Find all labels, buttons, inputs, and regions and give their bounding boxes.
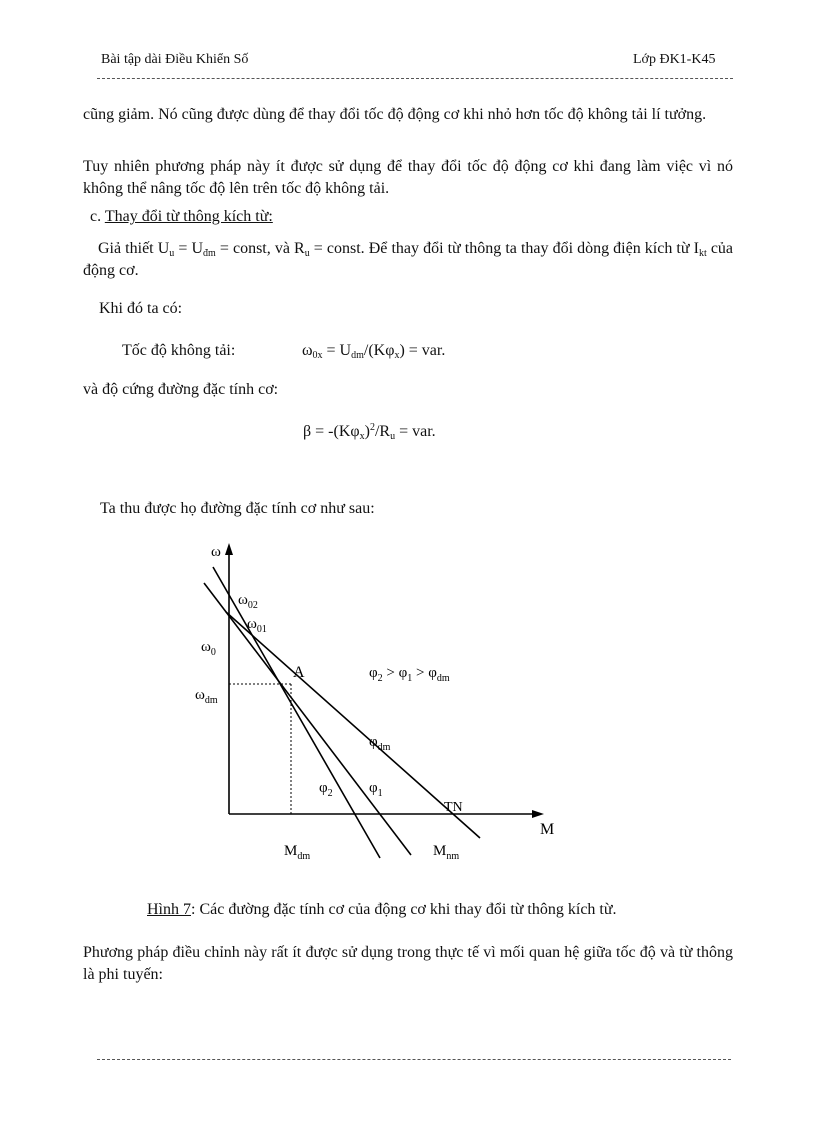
label-tn: TN bbox=[444, 800, 463, 815]
figure-caption bbox=[147, 901, 617, 919]
paragraph-2: Tuy nhiên phương pháp này ít được sử dụng để thay đổi tốc độ động cơ khi đang làm việc vì nó không thể nâng tốc độ lên trên tốc độ không tải. bbox=[83, 158, 733, 197]
header-right: Lớp ĐK1-K45 bbox=[633, 52, 716, 67]
label-phi-dm: $\varphi_{dm}$ bbox=[369, 734, 391, 753]
label-omega0: $\omega_0$ bbox=[201, 639, 216, 658]
formula-stiffness: $\beta = -(K\varphi_x)^2/R_u$ = var. bbox=[303, 422, 436, 442]
paragraph-5: và độ cứng đường đặc tính cơ: bbox=[83, 381, 279, 398]
omega-axis-arrow bbox=[225, 543, 233, 555]
footer-divider bbox=[97, 1059, 731, 1060]
section-prefix: c. bbox=[90, 208, 105, 225]
label-omega-axis: ω bbox=[211, 544, 221, 560]
paragraph-6: Ta thu được họ đường đặc tính cơ như sau: bbox=[100, 500, 375, 517]
label-m-dm: $M_{dm}$ bbox=[284, 843, 311, 862]
label-omega01: $\omega_{01}$ bbox=[247, 616, 267, 635]
m-axis-arrow bbox=[532, 810, 544, 818]
paragraph-4: Khi đó ta có: bbox=[99, 300, 183, 317]
line-phi-dm bbox=[226, 612, 480, 838]
caption-label: Hình 7 bbox=[147, 901, 191, 918]
label-phi1: $\varphi_1$ bbox=[369, 780, 383, 799]
header-left: Bài tập dài Điều Khiển Số bbox=[101, 52, 249, 67]
paragraph-1: cũng giảm. Nó cũng được dùng để thay đổi tốc độ động cơ khi nhỏ hơn tốc độ không tải lí tưởng. bbox=[83, 106, 707, 123]
label-omega-dm: $\omega_{dm}$ bbox=[195, 687, 218, 706]
label-phi2: $\varphi_2$ bbox=[319, 780, 333, 799]
label-m-axis: M bbox=[540, 821, 555, 838]
caption-text: : Các đường đặc tính cơ của động cơ khi thay đổi từ thông kích từ. bbox=[191, 901, 617, 918]
label-m-nm: $M_{nm}$ bbox=[433, 843, 460, 862]
formula-no-load-speed: $\omega_{0x} = U_{dm}/(K\varphi_x)$ = var. bbox=[302, 342, 446, 361]
section-title: Thay đổi từ thông kích từ: bbox=[104, 208, 273, 225]
label-flux-relation: $\varphi_2 > \varphi_1 > \varphi_{dm}$ bbox=[369, 665, 450, 684]
label-point-a: A bbox=[293, 664, 305, 681]
speed-label: Tốc độ không tải: bbox=[122, 342, 236, 359]
paragraph-7: Phương pháp điều chỉnh này rất ít được sử dụng trong thực tế vì mối quan hệ giữa tốc độ và từ thông là phi tuyến: bbox=[83, 944, 733, 983]
paragraph-3: Giả thiết $U_u = U_{đm}$ = const, và $R_u$ = const. Để thay đổi từ thông ta thay đổi dòng điện kích từ $I_{kt}$ của động cơ. bbox=[83, 240, 734, 279]
label-omega02: $\omega_{02}$ bbox=[238, 592, 258, 611]
